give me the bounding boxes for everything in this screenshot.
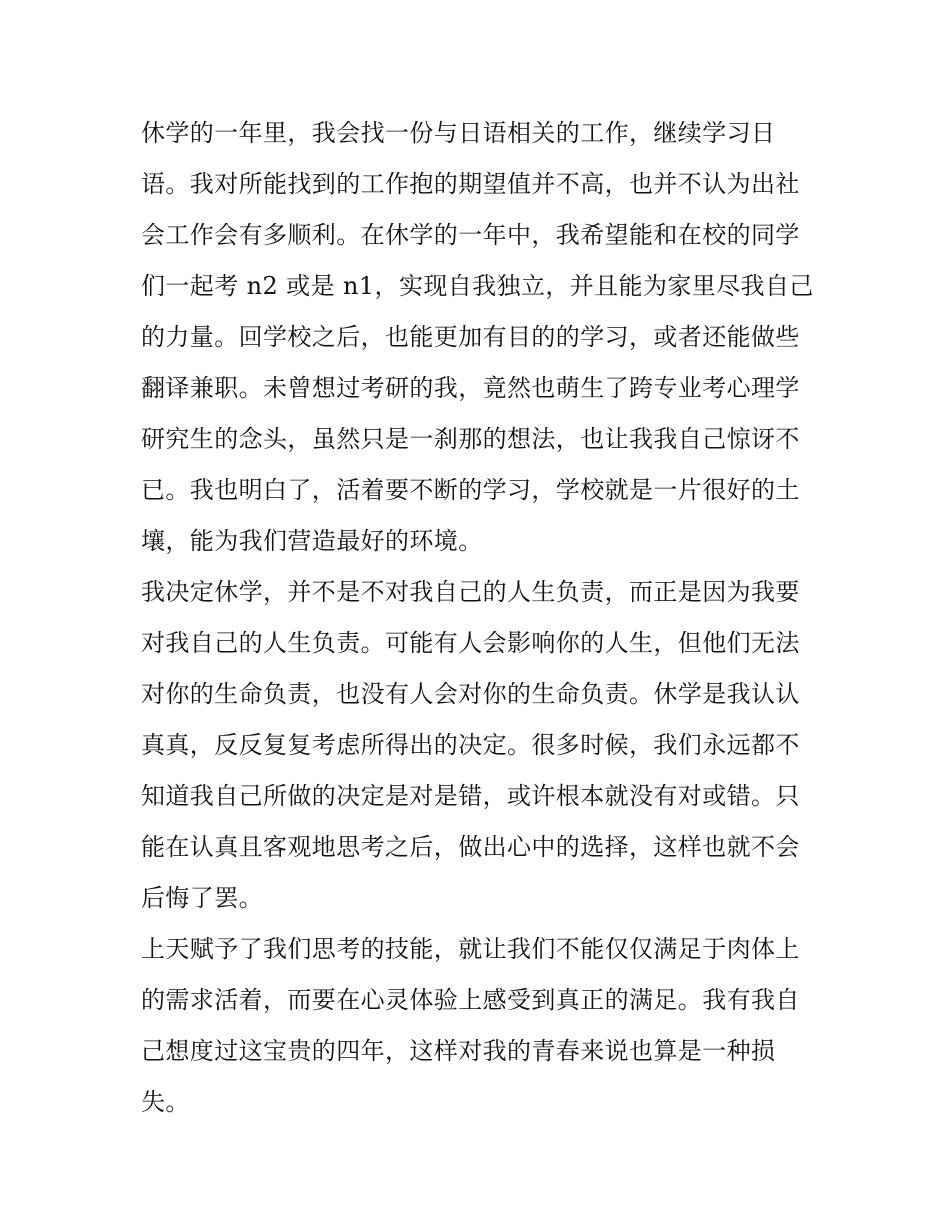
document-body: [141, 108, 821, 1128]
text-line: 真真，反反复复考虑所得出的决定。很多时候，我们永远都不: [141, 731, 800, 759]
text-line: 后悔了罢。: [141, 884, 263, 912]
text-line: 的力量。回学校之后，也能更加有目的的学习，或者还能做些: [141, 323, 800, 351]
text-line: 能在认真且客观地思考之后，做出心中的选择，这样也就不会: [141, 833, 800, 861]
text-line: 休学的一年里，我会找一份与日语相关的工作，继续学习日: [141, 119, 776, 147]
text-line: 会工作会有多顺利。在休学的一年中，我希望能和在校的同学: [141, 221, 800, 249]
text-line: 我决定休学，并不是不对我自己的人生负责，而正是因为我要: [141, 578, 800, 606]
paragraph-3: [141, 924, 821, 1128]
paragraph-1: [141, 108, 821, 567]
text-line: 语。我对所能找到的工作抱的期望值并不高，也并不认为出社: [141, 170, 800, 198]
text-line: 己想度过这宝贵的四年，这样对我的青春来说也算是一种损: [141, 1037, 776, 1065]
text-line: 上天赋予了我们思考的技能，就让我们不能仅仅满足于肉体上: [141, 935, 800, 963]
text-line: 翻译兼职。未曾想过考研的我，竟然也萌生了跨专业考心理学: [141, 374, 800, 402]
text-line: 研究生的念头，虽然只是一刹那的想法，也让我我自己惊讶不: [141, 425, 800, 453]
paragraph-2: [141, 567, 821, 924]
text-line: 失。: [141, 1088, 190, 1116]
text-line: 的需求活着，而要在心灵体验上感受到真正的满足。我有我自: [141, 986, 800, 1014]
text-line: 壤，能为我们营造最好的环境。: [141, 527, 483, 555]
text-line: 对我自己的人生负责。可能有人会影响你的人生，但他们无法: [141, 629, 800, 657]
text-line: 已。我也明白了，活着要不断的学习，学校就是一片很好的土: [141, 476, 800, 504]
text-line: 们一起考 n2 或是 n1，实现自我独立，并且能为家里尽我自己: [141, 272, 814, 300]
text-line: 对你的生命负责，也没有人会对你的生命负责。休学是我认认: [141, 680, 800, 708]
text-line: 知道我自己所做的决定是对是错，或许根本就没有对或错。只: [141, 782, 800, 810]
